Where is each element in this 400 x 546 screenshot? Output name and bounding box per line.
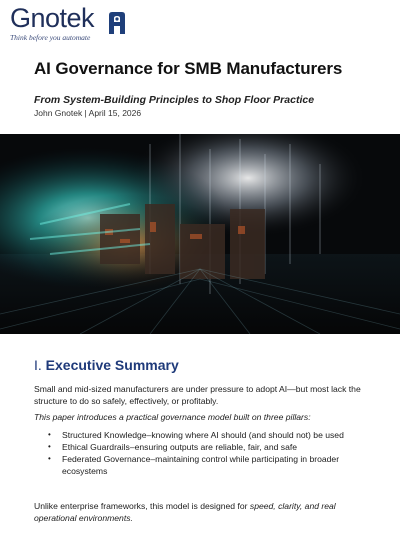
list-item-text: Structured Knowledge–knowing where AI should (and should not) be used (62, 430, 344, 440)
gnotek-logo (10, 3, 135, 42)
bullet-icon: • (48, 442, 51, 451)
document-subtitle: From System-Building Principles to Shop Floor Practice (34, 94, 315, 106)
paragraph-conclusion-lead: Unlike enterprise frameworks, this model is designed for (34, 501, 250, 511)
logo-mark-icon (106, 11, 128, 35)
paragraph-intro: Small and mid-sized manufacturers are under pressure to adopt AI—but most lack the structure to do so safely, effectively, or profitably. (34, 384, 361, 406)
list-item (48, 429, 378, 441)
list-item-text: Ethical Guardrails–ensuring outputs are reliable, fair, and safe (62, 442, 298, 452)
list-item-text: Federated Governance–maintaining control while participating in broader ecosystems (62, 454, 340, 476)
paragraph-conclusion-emphasis: speed, clarity, and real operational environments. (34, 501, 336, 523)
document-byline: John Gnotek | April 15, 2026 (34, 108, 142, 118)
pillar-list (48, 429, 378, 477)
section-number: I. (34, 357, 42, 373)
section-title: Executive Summary (45, 357, 179, 373)
logo-wordmark: Gnotek (10, 3, 95, 33)
section-heading-executive-summary (34, 356, 374, 374)
list-item (48, 441, 378, 453)
logo-tagline: Think before you automate (10, 33, 91, 42)
document-title: AI Governance for SMB Manufacturers (34, 59, 343, 78)
paragraph-pillars-intro: This paper introduces a practical governance model built on three pillars: (34, 412, 311, 422)
bullet-icon: • (48, 454, 51, 463)
bullet-icon: • (48, 430, 51, 439)
list-item (48, 453, 378, 477)
abstract-data-factory-image (0, 134, 400, 334)
paragraph-conclusion (34, 500, 374, 524)
